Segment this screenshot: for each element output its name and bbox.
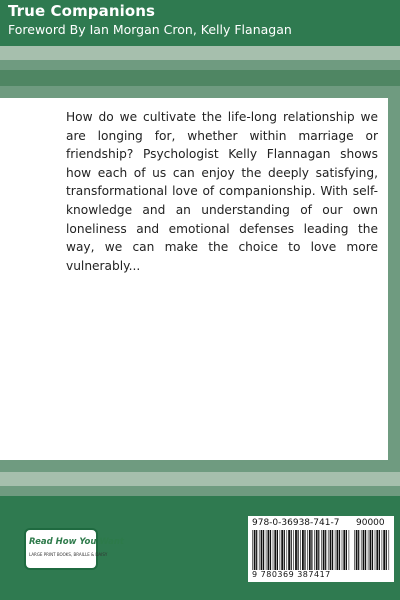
barcode-bar xyxy=(370,530,372,570)
barcode-bar xyxy=(382,530,383,570)
barcode-bar xyxy=(318,530,319,570)
barcode-bar xyxy=(330,530,332,570)
barcode-bar xyxy=(281,530,283,570)
barcode-bar xyxy=(298,530,299,570)
barcode-bar xyxy=(383,530,385,570)
bottom-stripe-light xyxy=(0,472,400,486)
barcode-bar xyxy=(263,530,264,570)
barcode-bars xyxy=(252,530,350,570)
barcode-bar xyxy=(321,530,322,570)
barcode-box xyxy=(248,516,394,582)
barcode-bar xyxy=(284,530,285,570)
barcode-bar xyxy=(339,530,340,570)
barcode-bar xyxy=(259,530,260,570)
barcode-bar xyxy=(309,530,311,570)
publisher-logo-name: Read How You Want xyxy=(29,537,124,547)
barcode-bar xyxy=(270,530,271,570)
bottom-stripe-mid xyxy=(0,460,400,472)
barcode-bar xyxy=(268,530,270,570)
barcode-bar xyxy=(266,530,267,570)
header-band xyxy=(0,0,400,46)
barcode-bar xyxy=(256,530,257,570)
blurb-panel xyxy=(0,98,388,460)
barcode-bar xyxy=(376,530,378,570)
top-stripe-light xyxy=(0,46,400,60)
barcode-bar xyxy=(273,530,274,570)
barcode-bar xyxy=(386,530,387,570)
barcode-bar xyxy=(354,530,355,570)
barcode-bar xyxy=(291,530,292,570)
barcode-bar xyxy=(314,530,315,570)
barcode-bar xyxy=(343,530,345,570)
barcode-bar xyxy=(325,530,326,570)
barcode-digits: 9 780369 387417 xyxy=(252,570,331,579)
barcode-bar xyxy=(332,530,333,570)
barcode-bar xyxy=(311,530,312,570)
publisher-logo xyxy=(24,528,124,570)
publisher-logo-tagline: LARGE PRINT BOOKS, BRAILLE & DAISY xyxy=(29,552,108,557)
barcode-bar xyxy=(375,530,376,570)
barcode-bar xyxy=(287,530,288,570)
barcode-bar xyxy=(337,530,339,570)
book-subtitle: Foreword By Ian Morgan Cron, Kelly Flanagan xyxy=(8,22,292,37)
barcode-bar xyxy=(361,530,362,570)
bottom-stripe-mid-2 xyxy=(0,486,400,496)
barcode-bar xyxy=(358,530,359,570)
barcode-bar xyxy=(346,530,347,570)
barcode-bar xyxy=(342,530,343,570)
barcode-bar xyxy=(293,530,294,570)
barcode-bar xyxy=(328,530,329,570)
barcode-bar xyxy=(280,530,281,570)
barcode-bar xyxy=(304,530,305,570)
barcode-bar xyxy=(307,530,308,570)
barcode-bar xyxy=(302,530,304,570)
top-stripe-mid-2 xyxy=(0,86,400,98)
top-stripe-mid xyxy=(0,60,400,70)
barcode-bar xyxy=(300,530,301,570)
barcode-addon-bars xyxy=(354,530,390,570)
top-stripe-dark xyxy=(0,70,400,86)
barcode-bar xyxy=(379,530,380,570)
barcode-bar xyxy=(252,530,253,570)
barcode-bar xyxy=(277,530,278,570)
barcode-bar xyxy=(261,530,263,570)
barcode-bar xyxy=(295,530,297,570)
barcode-bar xyxy=(349,530,350,570)
barcode-bar xyxy=(288,530,290,570)
price-addon: 90000 xyxy=(356,518,385,528)
isbn-number: 978-0-36938-741-7 xyxy=(252,518,340,528)
back-cover-blurb: How do we cultivate the life-long relationship we are longing for, whether within marriage or friendship? Psychologist Kelly Flannagan shows how each of us can enjoy the deeply satisfying, transformational love of companionship. With self-knowledge and an understanding of our own loneliness and emotional defenses leading the way, we can make the choice to love more vulnerably... xyxy=(66,110,378,273)
barcode-bar xyxy=(368,530,369,570)
barcode-bar xyxy=(356,530,358,570)
barcode-bar xyxy=(389,530,390,570)
barcode-bar xyxy=(365,530,366,570)
barcode-bar xyxy=(316,530,318,570)
barcode-bar xyxy=(274,530,276,570)
barcode-bar xyxy=(335,530,336,570)
barcode-bar xyxy=(372,530,373,570)
barcode-bar xyxy=(363,530,365,570)
book-title: True Companions xyxy=(8,2,156,20)
barcode-bar xyxy=(254,530,256,570)
barcode-bar xyxy=(323,530,325,570)
